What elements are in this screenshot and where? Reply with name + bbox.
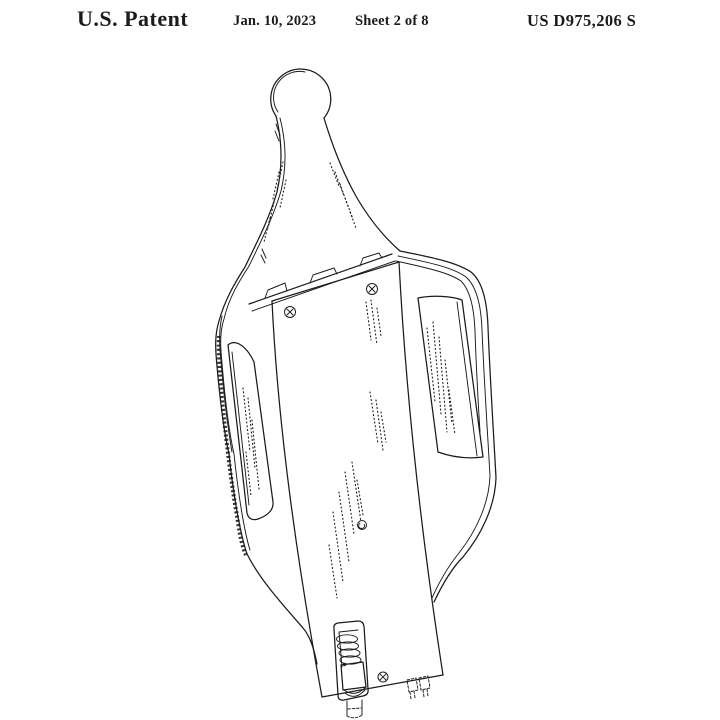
screw-top-left [285, 307, 296, 318]
sheet-number: Sheet 2 of 8 [355, 13, 429, 29]
bottom-foot [347, 700, 362, 718]
screws [285, 284, 389, 683]
patent-number: US D975,206 S [527, 11, 637, 30]
latch-slot [334, 621, 368, 700]
patent-office-title: U.S. Patent [77, 6, 189, 31]
left-side-vent-panel [228, 343, 273, 520]
top-rim [249, 253, 395, 311]
right-side-vent-panel [418, 296, 483, 458]
back-panel [272, 262, 443, 697]
screw-center [358, 521, 367, 530]
stipple-shading [264, 162, 386, 598]
screw-bottom [378, 672, 388, 682]
screw-top-right [367, 284, 378, 295]
ball-knob [271, 69, 331, 141]
patent-date: Jan. 10, 2023 [233, 13, 317, 29]
